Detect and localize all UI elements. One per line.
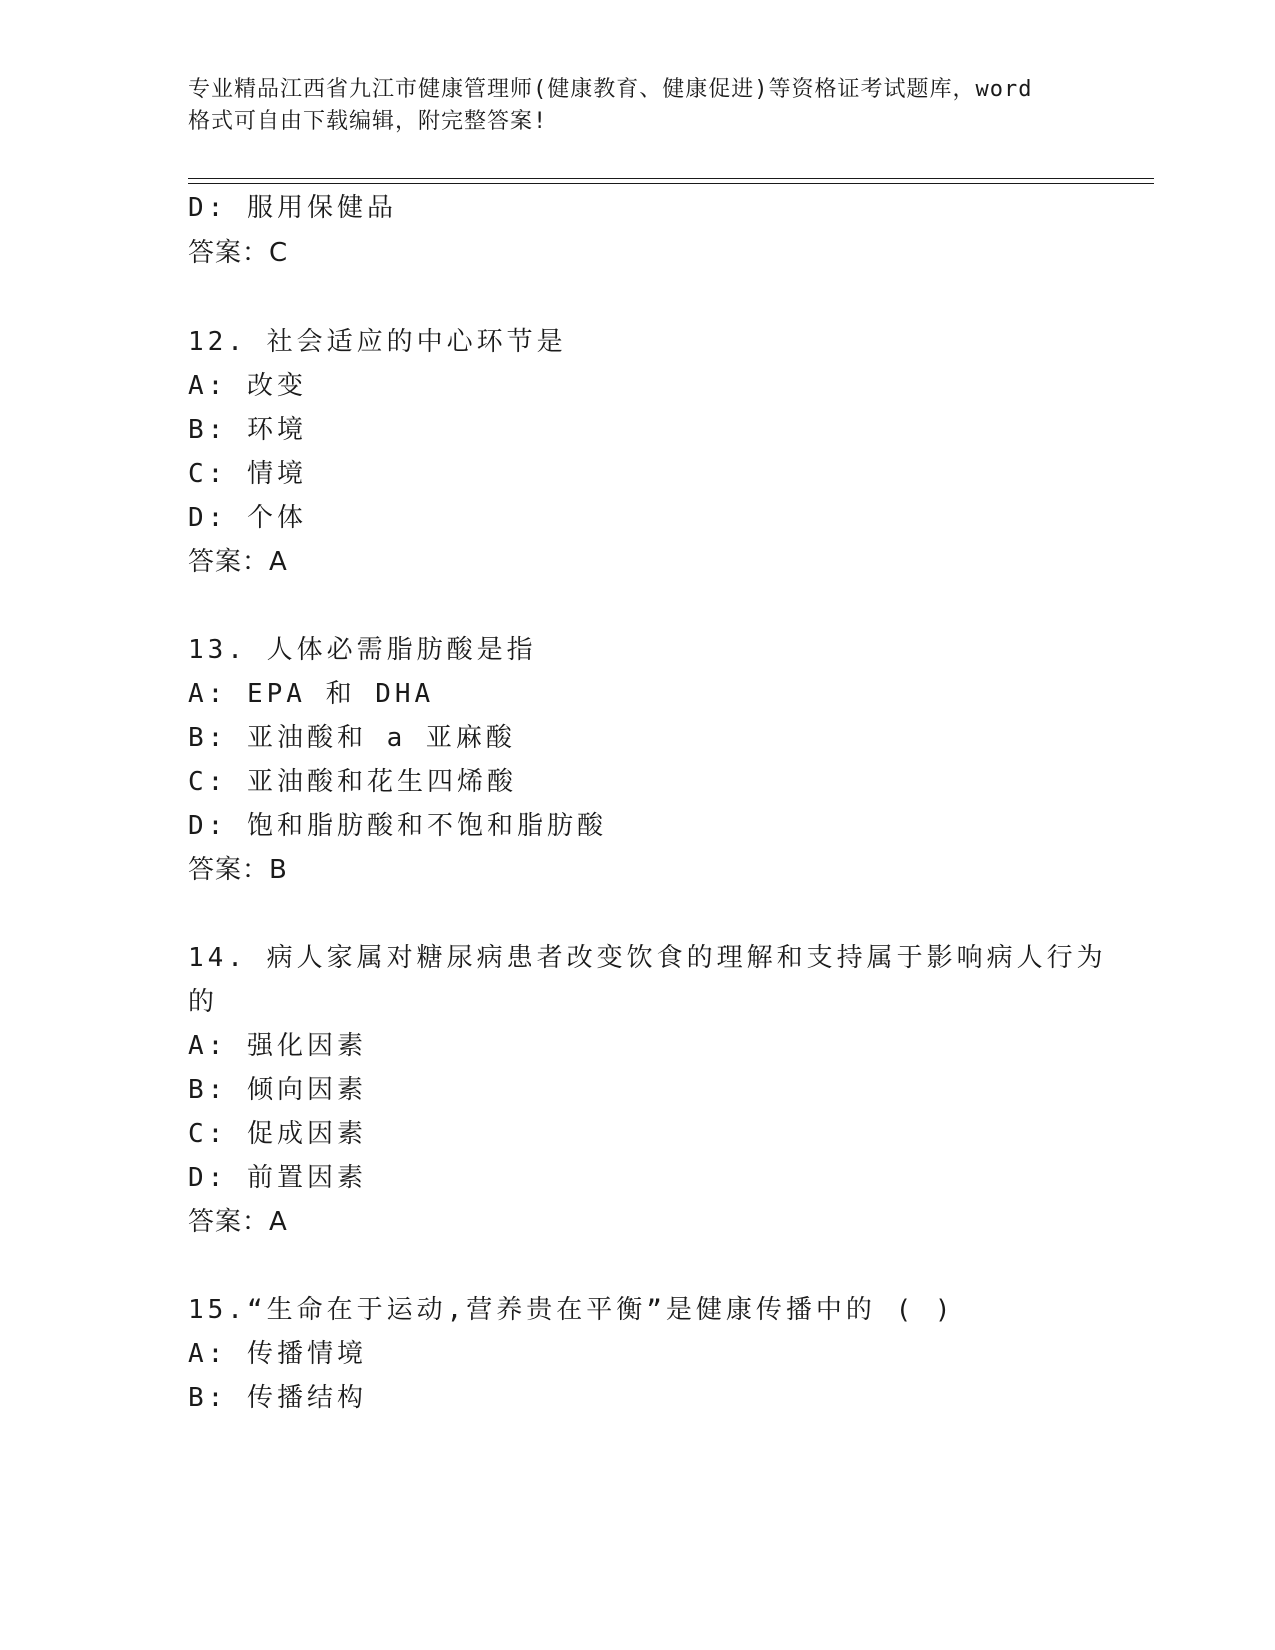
document-header (188, 74, 1088, 138)
question-13-option-c: C: 亚油酸和花生四烯酸 (188, 767, 517, 797)
question-12-option-c: C: 情境 (188, 459, 307, 489)
question-14-option-c: C: 促成因素 (188, 1119, 367, 1149)
question-14-title: 14. 病人家属对糖尿病患者改变饮食的理解和支持属于影响病人行为 (188, 943, 1107, 973)
question-15-option-a: A: 传播情境 (188, 1339, 367, 1369)
question-14-option-b: B: 倾向因素 (188, 1075, 367, 1105)
question-13-option-b: B: 亚油酸和 a 亚麻酸 (188, 723, 516, 753)
question-12-answer: 答案：A (188, 547, 288, 577)
question-12-title: 12. 社会适应的中心环节是 (188, 327, 567, 357)
prev-answer: 答案：C (188, 238, 289, 268)
question-12-option-b: B: 环境 (188, 415, 307, 445)
question-15-title: 15.“生命在于运动,营养贵在平衡”是健康传播中的 ( ) (188, 1295, 955, 1325)
question-13-title: 13. 人体必需脂肪酸是指 (188, 635, 537, 665)
question-13-answer: 答案：B (188, 855, 288, 885)
prev-option-d: D: 服用保健品 (188, 193, 397, 223)
header-rule-bottom (188, 183, 1154, 184)
question-14-option-a: A: 强化因素 (188, 1031, 367, 1061)
question-14-answer: 答案：A (188, 1207, 288, 1237)
question-13-option-a: A: EPA 和 DHA (188, 679, 435, 709)
question-13-option-d: D: 饱和脂肪酸和不饱和脂肪酸 (188, 811, 607, 841)
question-14-option-d: D: 前置因素 (188, 1163, 367, 1193)
question-12-option-d: D: 个体 (188, 503, 307, 533)
question-14-title-continued: 的 (188, 987, 219, 1017)
header-line-1: 专业精品江西省九江市健康管理师(健康教育、健康促进)等资格证考试题库，word (188, 77, 1033, 102)
header-line-2: 格式可自由下载编辑，附完整答案! (188, 109, 548, 134)
question-15-option-b: B: 传播结构 (188, 1383, 367, 1413)
question-12-option-a: A: 改变 (188, 371, 307, 401)
header-rule-top (188, 178, 1154, 179)
